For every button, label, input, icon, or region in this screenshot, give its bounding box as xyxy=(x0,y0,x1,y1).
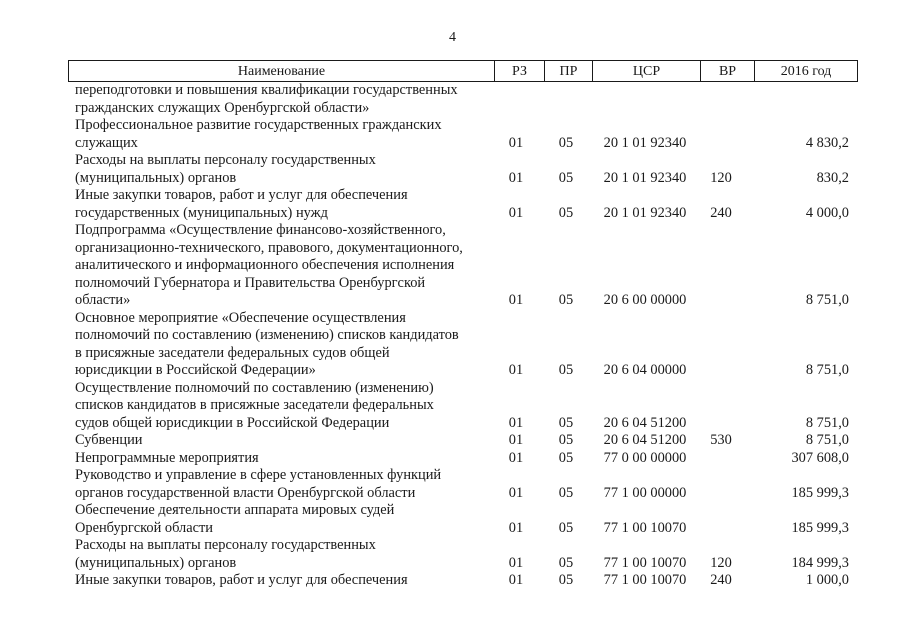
row-name xyxy=(75,467,500,502)
row-name xyxy=(75,380,500,433)
row-name-line: (муниципальных) органов xyxy=(75,554,237,571)
row-name-line: Оренбургской области xyxy=(75,519,213,536)
row-name-line: Непрограммные мероприятия xyxy=(75,449,259,466)
row-name xyxy=(75,502,500,537)
row-name-line: Иные закупки товаров, работ и услуг для обеспечения xyxy=(75,572,408,588)
row-name-line: в присяжные заседатели федеральных судов общей xyxy=(75,344,390,361)
table-row xyxy=(0,152,905,187)
row-name-line: Субвенции xyxy=(75,432,143,448)
row-name-line: области» xyxy=(75,292,131,308)
row-name-line: аналитического и информационного обеспечения исполнения xyxy=(75,257,455,273)
row-name-line: органов государственной власти Оренбургской области xyxy=(75,484,416,501)
header-year: 2016 год xyxy=(780,64,832,79)
row-name-line: Расходы на выплаты персоналу государственных xyxy=(75,152,376,168)
row-amount: 830,2 xyxy=(816,169,849,186)
row-amount: 307 608,0 xyxy=(791,449,849,466)
row-rz: 01 xyxy=(508,572,524,588)
row-csr: 20 6 04 51200 xyxy=(603,432,687,448)
row-csr: 20 1 01 92340 xyxy=(603,169,687,186)
row-name-line: Осуществление полномочий по составлению (изменению) xyxy=(75,379,434,396)
table-row xyxy=(0,502,905,537)
row-name-line: Подпрограмма «Осуществление финансово-хозяйственного, xyxy=(75,222,446,238)
row-name xyxy=(75,572,500,590)
row-rz: 01 xyxy=(508,292,524,308)
row-amount: 1 000,0 xyxy=(805,572,849,588)
table-row xyxy=(0,310,905,380)
row-name-line: (муниципальных) органов xyxy=(75,169,237,186)
row-rz: 01 xyxy=(508,554,524,571)
row-name-line: Профессиональное развитие государственных гражданских xyxy=(75,117,442,133)
row-name-line: Основное мероприятие «Обеспечение осуществления xyxy=(75,309,406,326)
row-name xyxy=(75,537,500,572)
row-pr: 05 xyxy=(558,362,574,378)
table-row xyxy=(0,537,905,572)
row-rz: 01 xyxy=(508,362,524,378)
row-name-line: Руководство и управление в сфере установленных функций xyxy=(75,467,442,483)
row-name xyxy=(75,82,500,117)
row-rz: 01 xyxy=(508,169,524,186)
table-row xyxy=(0,572,905,590)
row-rz: 01 xyxy=(508,204,524,221)
row-amount: 8 751,0 xyxy=(805,362,849,378)
table-body xyxy=(0,82,905,590)
row-amount: 8 751,0 xyxy=(805,414,849,431)
header-pr: ПР xyxy=(545,61,593,81)
row-amount: 8 751,0 xyxy=(805,432,849,448)
header-csr: ЦСР xyxy=(593,61,701,81)
row-rz: 01 xyxy=(508,414,524,431)
table-row xyxy=(0,380,905,433)
row-name-line: юрисдикции в Российской Федерации» xyxy=(75,362,316,378)
row-name xyxy=(75,432,500,450)
row-name-line: списков кандидатов в присяжные заседатели федеральных xyxy=(75,397,434,413)
row-amount: 4 830,2 xyxy=(805,134,849,151)
row-pr: 05 xyxy=(558,432,574,448)
row-pr: 05 xyxy=(558,449,574,466)
row-pr: 05 xyxy=(558,484,574,501)
row-name-line: государственных (муниципальных) нужд xyxy=(75,204,328,221)
row-csr: 20 1 01 92340 xyxy=(603,204,687,221)
row-name-line: полномочий Губернатора и Правительства Оренбургской xyxy=(75,274,426,291)
row-pr: 05 xyxy=(558,414,574,431)
table-row xyxy=(0,450,905,468)
row-pr: 05 xyxy=(558,204,574,221)
row-vr: 120 xyxy=(710,169,732,186)
header-rz: РЗ xyxy=(495,61,545,81)
table-row xyxy=(0,117,905,152)
row-name-line: судов общей юрисдикции в Российской Федерации xyxy=(75,414,390,431)
row-name xyxy=(75,117,500,152)
row-name-line: полномочий по составлению (изменению) списков кандидатов xyxy=(75,327,459,343)
row-csr: 77 1 00 10070 xyxy=(603,572,687,588)
table-header xyxy=(68,60,858,82)
row-rz: 01 xyxy=(508,432,524,448)
row-amount: 4 000,0 xyxy=(805,204,849,221)
row-rz: 01 xyxy=(508,519,524,536)
row-name-line: гражданских служащих Оренбургской области» xyxy=(75,99,370,116)
row-csr: 20 1 01 92340 xyxy=(603,134,687,151)
row-amount: 185 999,3 xyxy=(791,519,849,536)
table-row xyxy=(0,187,905,222)
row-pr: 05 xyxy=(558,292,574,308)
row-rz: 01 xyxy=(508,449,524,466)
row-name-line: организационно-технического, правового, документационного, xyxy=(75,239,463,256)
page-number: 4 xyxy=(449,30,456,45)
table-row xyxy=(0,467,905,502)
row-csr: 20 6 04 51200 xyxy=(603,414,687,431)
row-pr: 05 xyxy=(558,572,574,588)
row-amount: 185 999,3 xyxy=(791,484,849,501)
row-name xyxy=(75,152,500,187)
row-amount: 8 751,0 xyxy=(805,292,849,308)
row-csr: 77 0 00 00000 xyxy=(603,449,687,466)
table-row xyxy=(0,82,905,117)
table-row xyxy=(0,432,905,450)
row-vr: 240 xyxy=(710,572,732,588)
table-row xyxy=(0,222,905,310)
row-rz: 01 xyxy=(508,134,524,151)
row-name xyxy=(75,310,500,380)
row-pr: 05 xyxy=(558,169,574,186)
row-pr: 05 xyxy=(558,134,574,151)
row-name-line: Обеспечение деятельности аппарата мировых судей xyxy=(75,502,395,518)
row-name-line: переподготовки и повышения квалификации государственных xyxy=(75,82,458,98)
header-name: Наименование xyxy=(69,61,495,81)
row-name-line: Расходы на выплаты персоналу государственных xyxy=(75,537,376,553)
row-csr: 77 1 00 10070 xyxy=(603,519,687,536)
row-csr: 20 6 04 00000 xyxy=(603,362,687,378)
row-csr: 77 1 00 10070 xyxy=(603,554,687,571)
row-vr: 240 xyxy=(710,204,732,221)
row-name xyxy=(75,450,500,468)
row-vr: 120 xyxy=(710,554,732,571)
row-amount: 184 999,3 xyxy=(791,554,849,571)
row-name-line: Иные закупки товаров, работ и услуг для обеспечения xyxy=(75,187,408,203)
row-name-line: служащих xyxy=(75,134,138,151)
row-name xyxy=(75,222,500,310)
row-pr: 05 xyxy=(558,554,574,571)
row-vr: 530 xyxy=(710,432,732,448)
row-pr: 05 xyxy=(558,519,574,536)
row-rz: 01 xyxy=(508,484,524,501)
header-vr: ВР xyxy=(701,61,755,81)
row-name xyxy=(75,187,500,222)
row-csr: 77 1 00 00000 xyxy=(603,484,687,501)
row-csr: 20 6 00 00000 xyxy=(603,292,687,308)
